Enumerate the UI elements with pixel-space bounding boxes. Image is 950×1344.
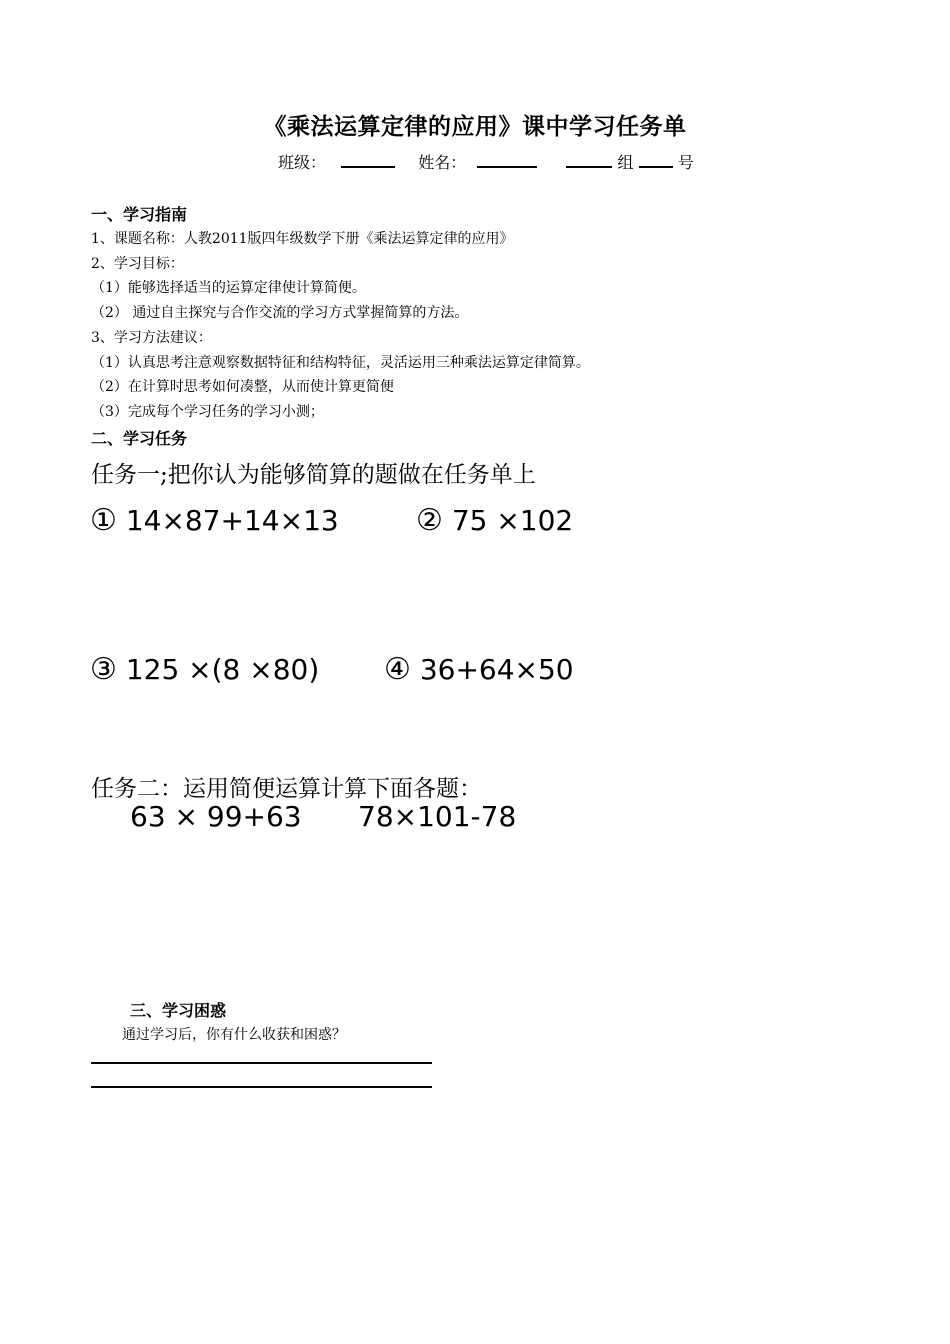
task-2-title: 任务二：运用简便运算计算下面各题： bbox=[91, 776, 482, 802]
section-2-heading: 二、学习任务 bbox=[91, 429, 188, 448]
task-1-problem-1 bbox=[90, 503, 339, 538]
class-label: 班级： bbox=[278, 153, 327, 172]
guide-line: （1）能够选择适当的运算定律使计算简便。 bbox=[91, 280, 366, 296]
answer-line[interactable] bbox=[91, 1086, 432, 1088]
guide-line: （2） 通过自主探究与合作交流的学习方式掌握简算的方法。 bbox=[91, 305, 469, 321]
circled-number-1: ① bbox=[90, 503, 117, 538]
problem-expression: 125 ×(8 ×80) bbox=[125, 653, 320, 686]
task-1-title: 任务一;把你认为能够简算的题做在任务单上 bbox=[91, 462, 536, 488]
task-2-problem-1: 63 × 99+63 bbox=[130, 800, 302, 833]
guide-line: （1）认真思考注意观察数据特征和结构特征，灵活运用三种乘法运算定律简算。 bbox=[91, 355, 590, 371]
class-blank[interactable] bbox=[341, 150, 395, 168]
section-3-heading: 三、学习困惑 bbox=[130, 1001, 227, 1020]
group-blank[interactable] bbox=[566, 150, 612, 168]
name-blank[interactable] bbox=[477, 150, 537, 168]
group-label: 组 bbox=[617, 153, 634, 172]
guide-line: 3、学习方法建议： bbox=[91, 330, 212, 346]
circled-number-4: ④ bbox=[384, 652, 411, 687]
page-title: 《乘法运算定律的应用》课中学习任务单 bbox=[263, 114, 687, 140]
student-info-line bbox=[278, 150, 694, 173]
task-1-problem-3 bbox=[90, 652, 319, 687]
guide-line: 1、课题名称：人教2011版四年级数学下册《乘法运算定律的应用》 bbox=[91, 231, 514, 247]
circled-number-2: ② bbox=[416, 503, 443, 538]
problem-expression: 75 ×102 bbox=[451, 504, 574, 537]
circled-number-3: ③ bbox=[90, 652, 117, 687]
guide-line: 2、学习目标： bbox=[91, 256, 184, 272]
number-blank[interactable] bbox=[639, 150, 673, 168]
problem-expression: 36+64×50 bbox=[419, 653, 574, 686]
task-1-problem-2 bbox=[416, 503, 573, 538]
section-1-heading: 一、学习指南 bbox=[91, 205, 188, 224]
reflection-prompt: 通过学习后，你有什么收获和困惑？ bbox=[122, 1027, 346, 1043]
name-label: 姓名： bbox=[418, 153, 467, 172]
number-label: 号 bbox=[677, 153, 694, 172]
guide-line: （3）完成每个学习任务的学习小测； bbox=[91, 404, 324, 420]
problem-expression: 14×87+14×13 bbox=[125, 504, 339, 537]
task-1-problem-4 bbox=[384, 652, 574, 687]
guide-line: （2）在计算时思考如何凑整，从而使计算更简便 bbox=[91, 379, 394, 395]
task-2-problem-2: 78×101-78 bbox=[358, 800, 517, 833]
answer-line[interactable] bbox=[91, 1062, 432, 1064]
